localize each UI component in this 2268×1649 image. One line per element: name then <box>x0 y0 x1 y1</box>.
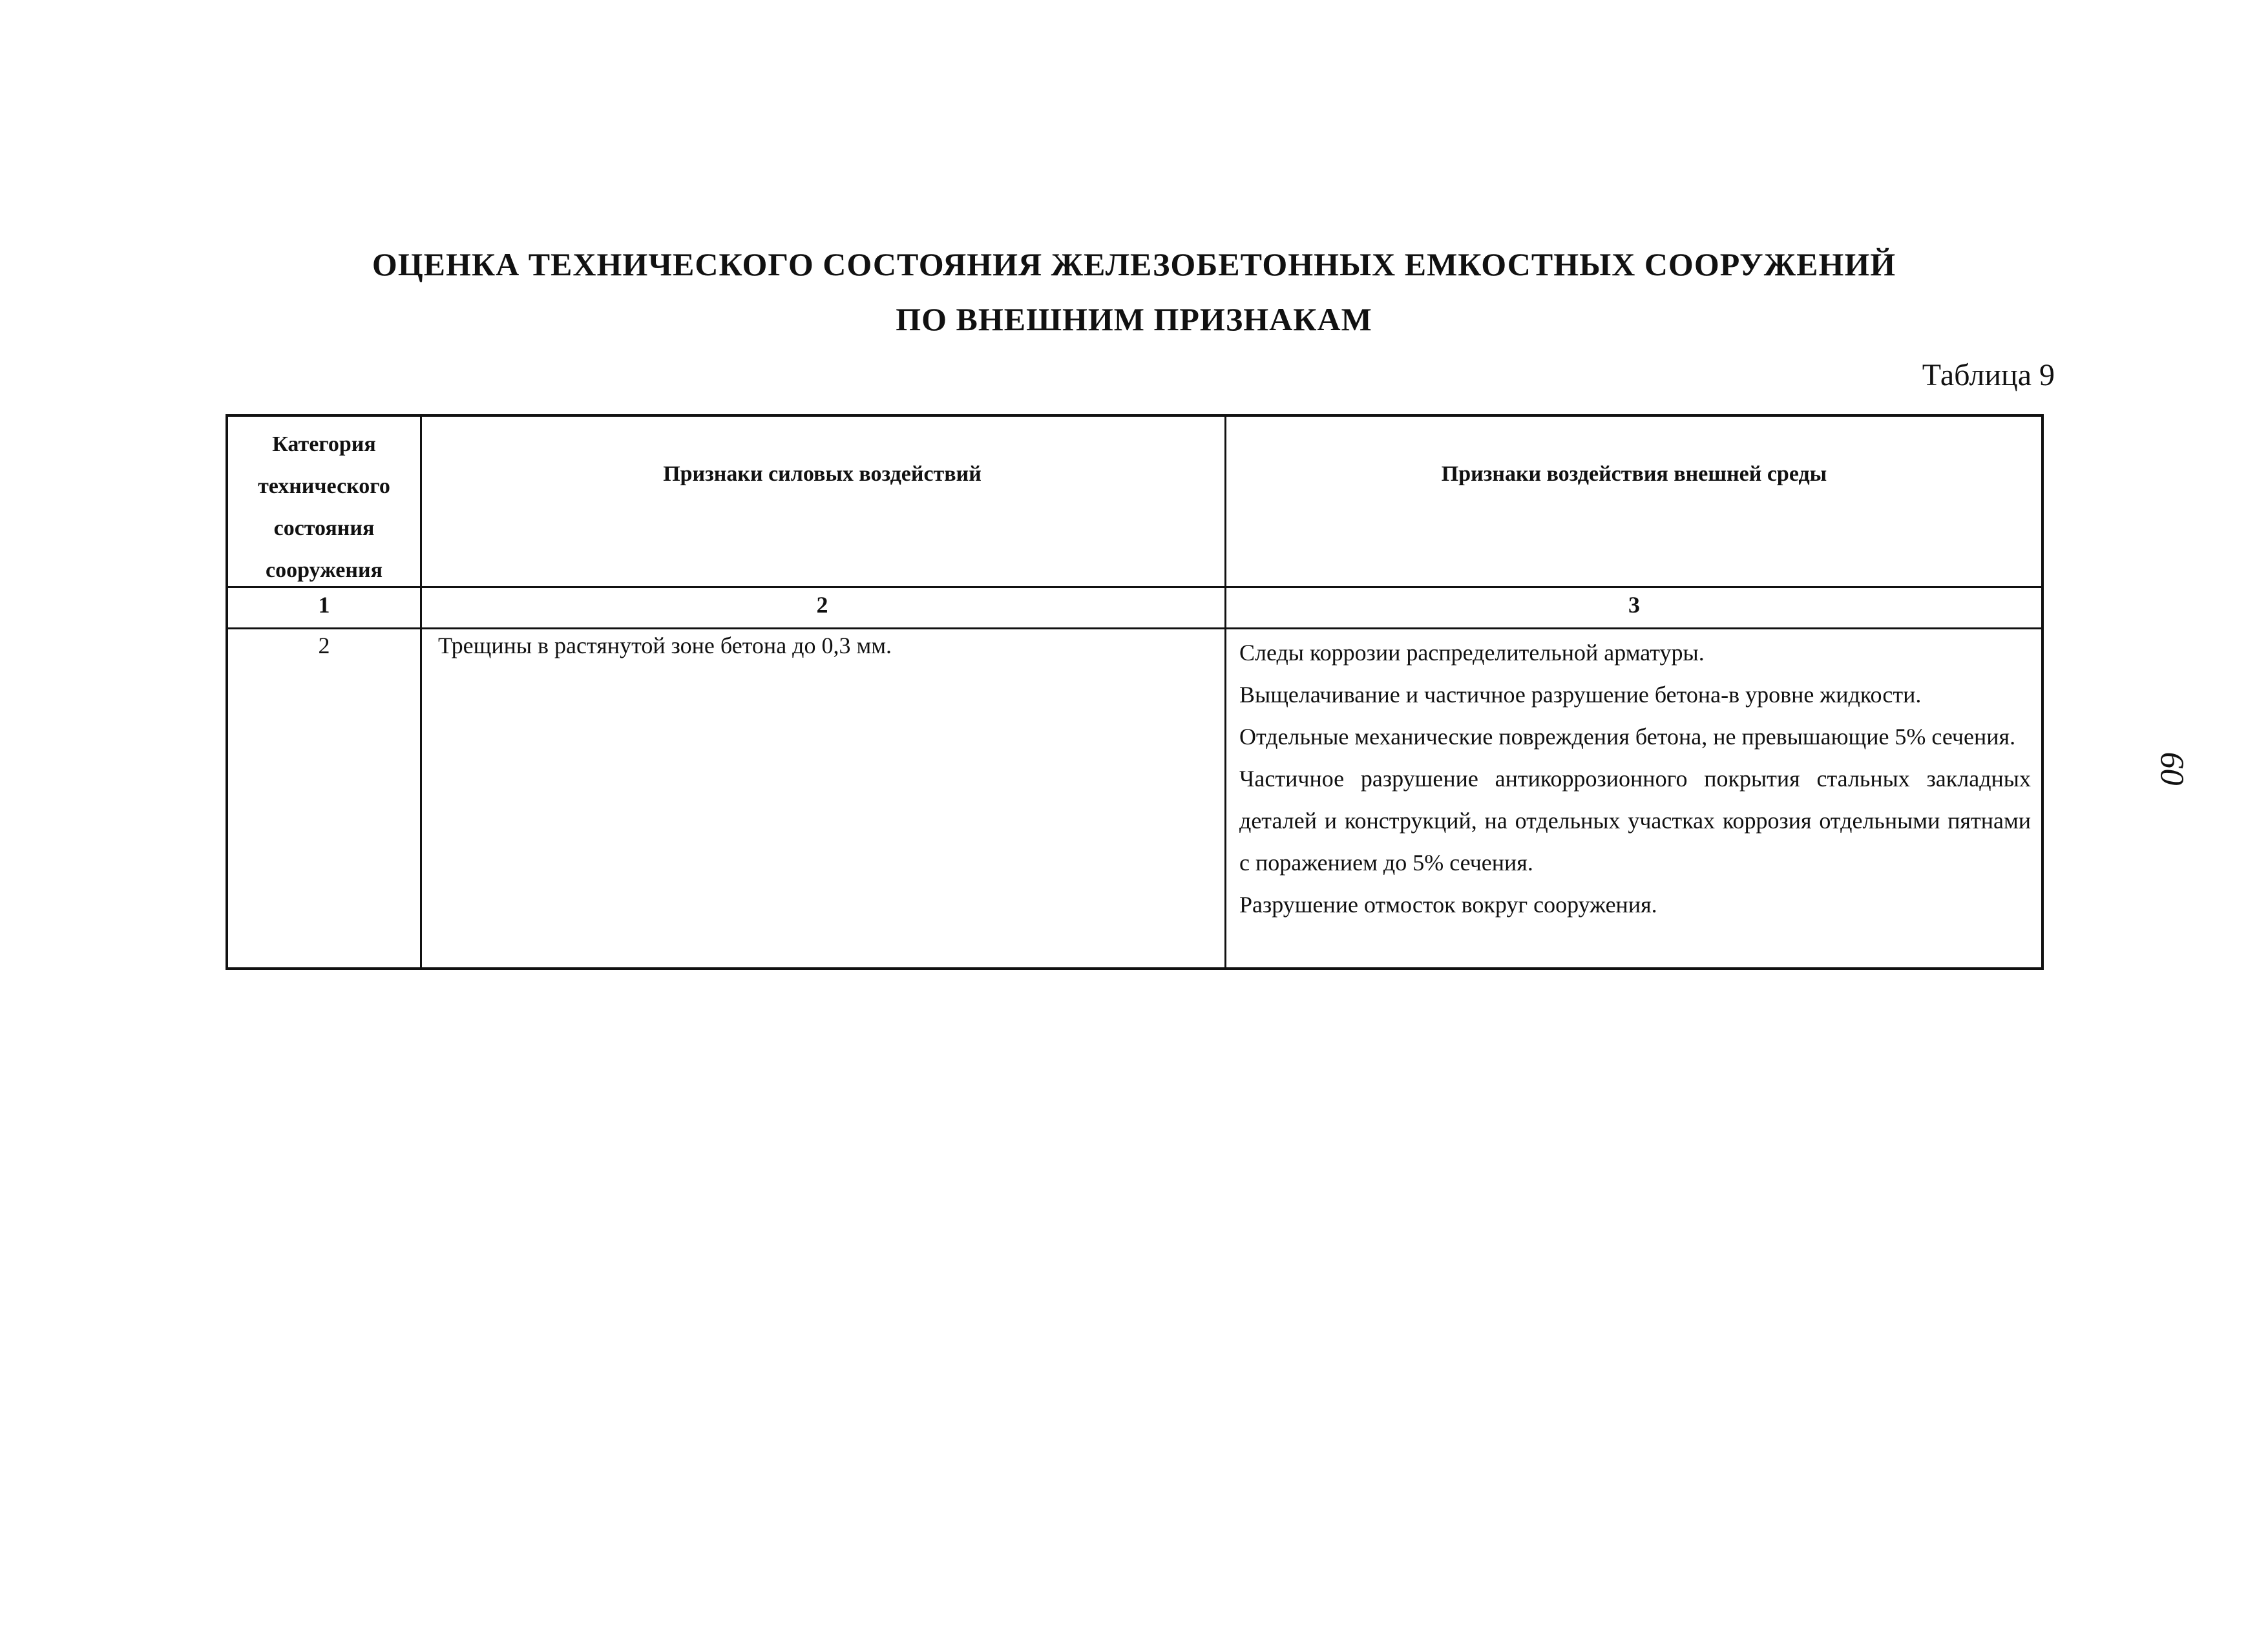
page-title-line-2: ПО ВНЕШНИМ ПРИЗНАКАМ <box>896 301 1372 337</box>
column-divider-1 <box>420 417 422 967</box>
header-environment-signs: Признаки воздействия внешней среды <box>1441 462 1827 486</box>
environment-item: Выщелачивание и частичное разрушение бетона-в уровне жидкости. <box>1239 682 1922 708</box>
column-number-1: 1 <box>318 592 330 618</box>
environment-item: Отдельные механические повреждения бетона, не превышающие 5% сечения. <box>1239 724 2016 750</box>
column-number-3: 3 <box>1628 592 1640 618</box>
page-title-line-1: ОЦЕНКА ТЕХНИЧЕСКОГО СОСТОЯНИЯ ЖЕЛЕЗОБЕТОННЫХ ЕМКОСТНЫХ СООРУЖЕНИЙ <box>372 246 1896 282</box>
row-environment-cell <box>1239 632 2031 926</box>
environment-item: Разрушение отмосток вокруг сооружения. <box>1239 892 1657 918</box>
table-label: Таблица 9 <box>1922 358 2055 392</box>
number-row-divider <box>228 627 2041 629</box>
page-number: 60 <box>2153 751 2190 786</box>
column-number-2: 2 <box>816 592 828 618</box>
condition-table <box>226 414 2044 970</box>
environment-item: Частичное разрушение антикоррозионного покрытия стальных закладных деталей и конструкций, на отдельных участках коррозия отдельными пятнами с поражением до 5% сечения. <box>1239 766 2031 876</box>
environment-item: Следы коррозии распределительной арматуры. <box>1239 640 1705 666</box>
column-divider-2 <box>1224 417 1226 967</box>
header-category-line: технического <box>258 474 390 498</box>
header-category <box>228 423 420 591</box>
header-category-line: Категория <box>272 432 376 456</box>
row-category-cell: 2 <box>318 633 330 658</box>
header-category-line: состояния <box>273 516 375 540</box>
header-category-line: сооружения <box>266 558 383 582</box>
row-force-cell: Трещины в растянутой зоне бетона до 0,3 мм. <box>438 633 892 658</box>
header-divider <box>228 586 2041 588</box>
header-force-signs: Признаки силовых воздействий <box>663 462 982 486</box>
